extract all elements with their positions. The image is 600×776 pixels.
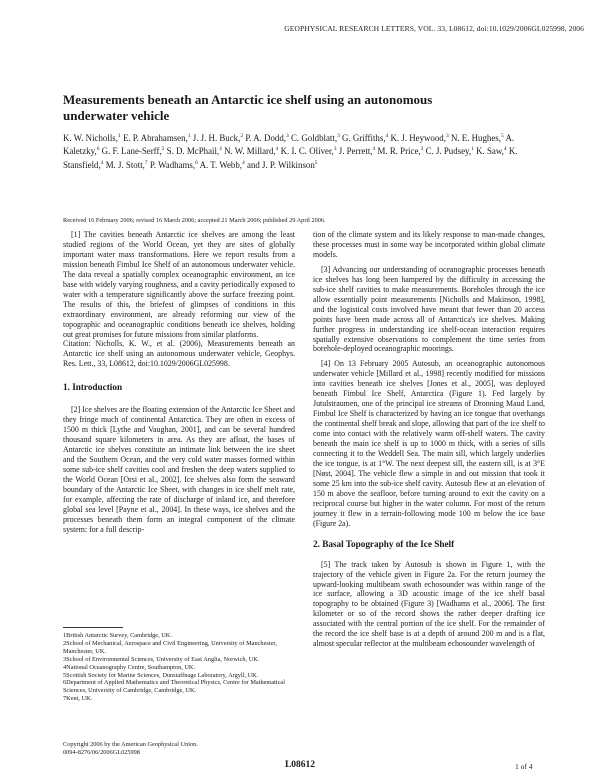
author-name: J. J. H. Buck,: [192, 132, 241, 143]
author-name: G. Griffiths,: [342, 132, 386, 143]
author-name: P. A. Dodd,: [245, 132, 286, 143]
author-affiliation-mark: 2: [161, 146, 165, 153]
author-name: E. P. Abrahamsen,: [122, 132, 188, 143]
author-affiliation-mark: 3: [337, 133, 340, 139]
author-name: and J. P. Wilkinson: [247, 159, 315, 170]
author-name: A. T. Webb,: [199, 159, 243, 170]
author-list: [63, 131, 533, 171]
author-affiliation-mark: 1: [117, 133, 121, 139]
paper-title: Measurements beneath an Antarctic ice shelf using an autonomous underwater vehicle: [63, 92, 433, 123]
author-name: S. D. McPhail,: [166, 146, 220, 157]
affiliation-footnotes: [63, 632, 295, 703]
author-affiliation-mark: 2: [240, 133, 244, 139]
author-name: G. F. Lane-Serff,: [101, 146, 162, 157]
author-name: K. W. Nicholls,: [63, 132, 118, 143]
footnote: 5Scottish Society for Marine Sciences, Dunstaffnage Laboratory, Argyll, UK.: [63, 671, 259, 679]
author-affiliation-mark: 4: [242, 159, 245, 166]
author-name: K. Saw,: [476, 146, 504, 157]
copyright-line: Copyright 2006 by the American Geophysical Union.: [63, 741, 198, 748]
author-affiliation-mark: 6: [195, 159, 198, 166]
footnote: 6Department of Applied Mathematics and Theoretical Physics, Centre for Mathematical Sciences, University of Cambridge, Cambridge, UK.: [63, 679, 285, 695]
footnote: 4National Oceanography Centre, Southampton, UK.: [63, 663, 196, 671]
author-name: K. I. C. Oliver,: [280, 146, 334, 157]
author-affiliation-mark: 5: [314, 159, 318, 166]
footnote: 2School of Mechanical, Aerospace and Civil Engineering, University of Manchester, Manchester, UK.: [63, 639, 277, 655]
left-column: [63, 230, 295, 535]
author-name: M. R. Price,: [377, 146, 421, 157]
abstract: [1] The cavities beneath Antarctic ice shelves are among the least studied regions of the World Ocean, yet they are sites of globally important water mass transformations. Here we report results from a mission beneath Fimbul Ice Shelf of an autonomous underwater vehicle. The data reveal a spatially complex oceanographic environment, an ice base with widely varying roughness, and a cavity periodically exposed to water with a temperature significantly above the surface freezing point. The results of this, the briefest of glimpses of conditions in this extraordinary environment, are already reforming our view of the topographic and oceanographic conditions beneath ice shelves, holding out great promises for future missions from similar platforms.: [63, 230, 295, 339]
author-affiliation-mark: 4: [219, 146, 222, 153]
copyright-id: 0094-8276/06/2006GL025998: [63, 749, 140, 756]
author-affiliation-mark: 3: [420, 146, 424, 153]
paragraph-3: [3] Advancing our understanding of oceanographic processes beneath ice shelves has long been hampered by the difficulty in accessing the sub-ice shelf cavities to make measurements. Boreholes through the ice allow essentially point measurements [Nicholls and Makinson, 1998], and the logistical costs involved have meant that fewer than 20 access points have been made across all of Antarctica's ice shelves. Making further progress in understanding ice shelf-ocean interaction requires spatially extensive observations to complement the time series from borehole-deployed oceanographic moorings.: [313, 264, 545, 354]
copyright-notice: [63, 741, 295, 757]
author-name: K. Stansfield,: [63, 146, 518, 170]
paragraph-4: [4] On 13 February 2005 Autosub, an oceanographic autonomous underwater vehicle [Millard et al., 1998] recently modified for missions into cavities beneath ice shelves [Jones et al., 2005], was deployed beneath Fimbul Ice Shelf, Antarctica (Figure 1). Fed largely by Jutulstraumen, one of the principal ice streams of Dronning Maud Land, Fimbul Ice Shelf is characterized by having an ice tongue that overhangs the continental shelf break and slope, allowing that part of the ice shelf to come into contact with the relatively warm off-shelf waters. The cavity beneath the main ice shelf is up to 1000 m thick, with a series of sills connecting it to the Weddell Sea. The main sill, which largely underlies the ice tongue, is at 1°W. The next deepest sill, the eastern sill, is at 3°E [Nøst, 2004]. The vehicle flew a simple in and out mission that took it some 25 km into the sub-ice shelf cavity. Autosub flew at an elevation of 150 m above the seafloor, before turning around to exit the cavity on a reciprocal course but higher in the water column. For most of the return journey it flew in a terrain-following mode 100 m below the ice base (Figure 2a).: [313, 359, 545, 528]
author-affiliation-mark: 4: [372, 146, 376, 153]
section-heading-basal-topography: 2. Basal Topography of the Ice Shelf: [313, 538, 455, 549]
paragraph-5: [5] The track taken by Autosub is shown in Figure 1, with the trajectory of the vehicle given in Figure 2a. For the return journey the upward-looking multibeam swath echosounder was within range of the ice surface, allowing a 3D acoustic image of the ice shelf basal topography to be obtained (Figure 3) [Wadhams et al., 2006]. The first kilometer or so of the record shows the rather deeper drafting ice associated with the central portion of the ice shelf. For the remainder of the record the ice shelf base is at a depth of around 200 m and is a flat, almost specular reflector at the multibeam echosounder wavelength of: [313, 559, 545, 649]
footnote-rule: [63, 627, 123, 628]
received-dates: Received 16 February 2006; revised 16 March 2006; accepted 21 March 2006; published 29 April 2006.: [63, 217, 326, 224]
author-name: J. Perrett,: [338, 146, 373, 157]
author-affiliation-mark: 3: [445, 133, 449, 139]
author-name: N. W. Millard,: [224, 146, 276, 157]
author-affiliation-mark: 4: [503, 146, 507, 153]
citation: Citation: Nicholls, K. W., et al. (2006), Measurements beneath an Antarctic ice shelf using an autonomous underwater vehicle, Geophys. Res. Lett., 33, L08612, doi:10.1029/2006GL025998.: [63, 339, 295, 369]
author-affiliation-mark: 4: [100, 159, 104, 166]
footnote: 3School of Environmental Sciences, University of East Anglia, Norwich, UK.: [63, 655, 260, 663]
author-name: N. E. Hughes,: [450, 132, 501, 143]
author-name: A. Kaletzky,: [63, 132, 515, 157]
author-affiliation-mark: 3: [333, 146, 337, 153]
right-column: [313, 230, 545, 649]
author-affiliation-mark: 3: [286, 133, 289, 139]
footnote: 7Kent, UK.: [63, 695, 93, 703]
author-affiliation-mark: 5: [500, 133, 504, 139]
page-id: L08612: [284, 760, 316, 770]
author-affiliation-mark: 4: [275, 146, 279, 153]
page-number: 1 of 4: [515, 762, 533, 771]
paragraph-continuation: tion of the climate system and its likely response to man-made changes, these processes must in some way be incorporated within global climate models.: [313, 230, 545, 259]
author-affiliation-mark: 6: [96, 146, 100, 153]
author-affiliation-mark: 7: [144, 159, 148, 166]
running-head: GEOPHYSICAL RESEARCH LETTERS, VOL. 33, L08612, doi:10.1029/2006GL025998, 2006: [284, 24, 584, 33]
author-name: K. J. Heywood,: [390, 132, 446, 143]
author-affiliation-mark: 4: [385, 133, 389, 139]
paragraph-2: [2] Ice shelves are the floating extension of the Antarctic Ice Sheet and they fringe much of continental Antarctica. They are often in excess of 1500 m thick [Lythe and Vaughan, 2001], and can be several hundred thousand square kilometers in area. As they are afloat, the bases of Antarctic ice shelves constitute an intimate link between the ice sheet and the Southern Ocean, and the very cold water masses formed within some sub-ice shelf cavities cool and freshen the deep waters supplied to the World Ocean [Orsi et al., 2002]. Ice shelves also form the seaward boundary of the Antarctic Ice Sheet, with changes in ice shelf melt rate, for example, affecting the rate of discharge of inland ice, and therefore global sea level [Payne et al., 2004]. In these ways, ice shelves and the processes beneath them form an integral component of the climate system: for a full descrip-: [63, 405, 295, 534]
footnote: 1British Antarctic Survey, Cambridge, UK.: [63, 632, 172, 639]
author-name: C. Goldblatt,: [290, 132, 338, 143]
section-heading-introduction: 1. Introduction: [63, 382, 123, 393]
author-name: C. J. Pudsey,: [425, 146, 472, 157]
author-name: M. J. Stott,: [105, 159, 145, 170]
author-name: P. Wadhams,: [149, 159, 196, 170]
author-affiliation-mark: 1: [187, 133, 191, 139]
author-affiliation-mark: 1: [471, 146, 474, 153]
